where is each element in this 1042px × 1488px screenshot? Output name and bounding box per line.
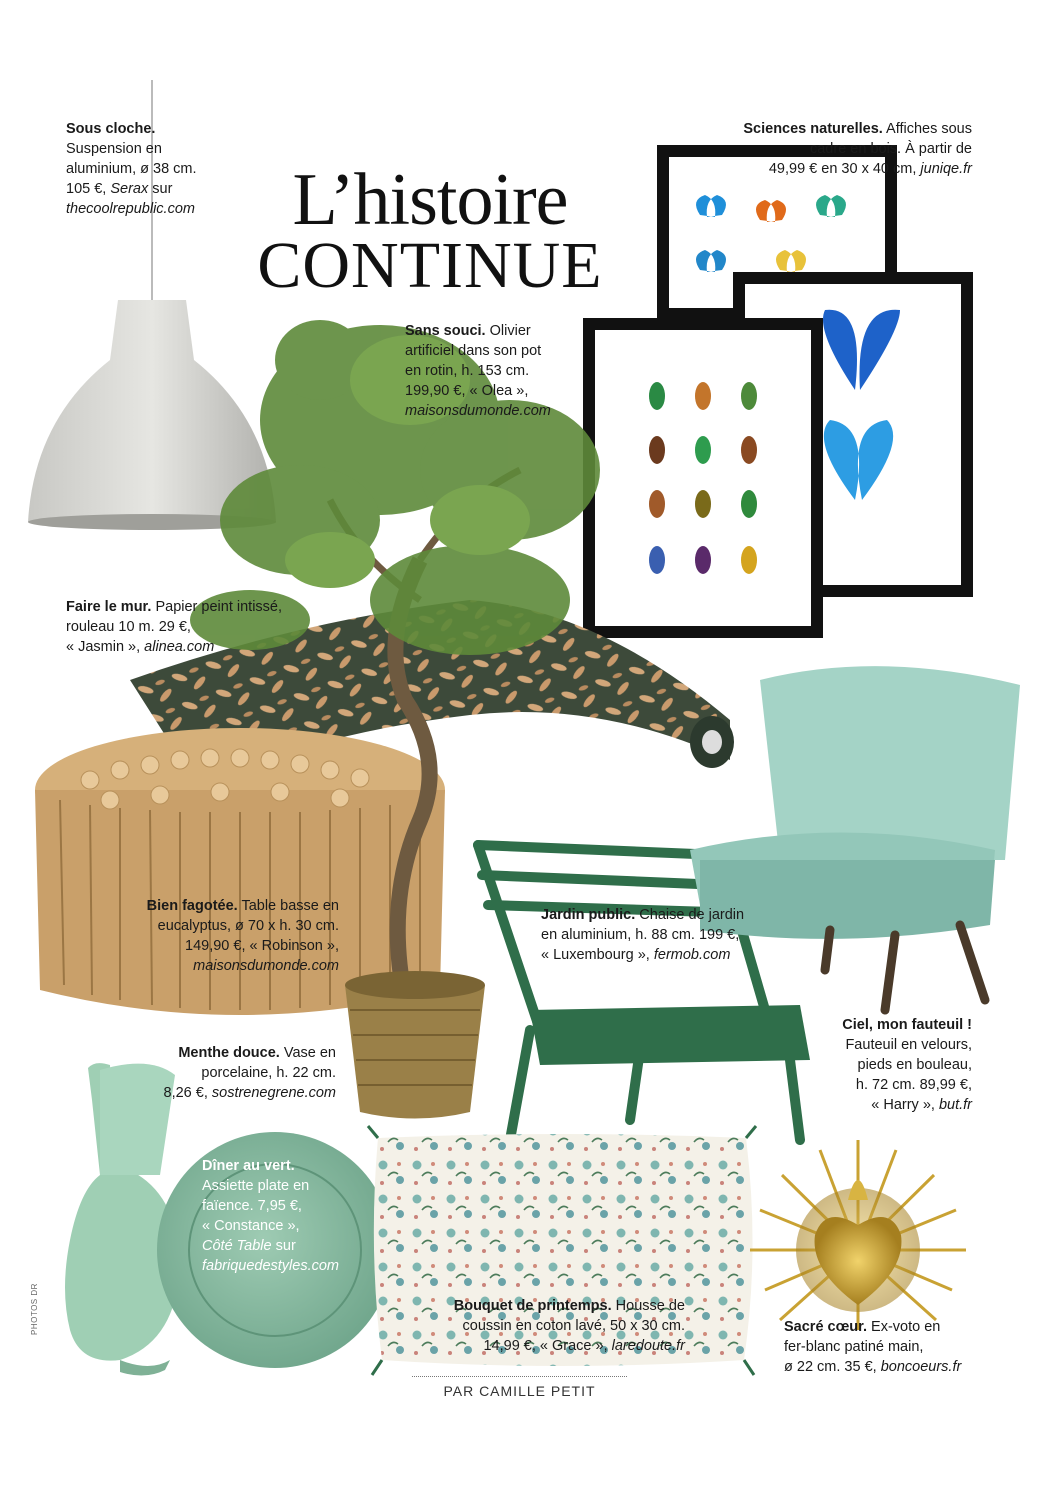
caption-link[interactable]: laredoute.fr xyxy=(611,1338,685,1354)
caption-line: ø 22 cm. 35 €, xyxy=(784,1359,881,1375)
caption-link[interactable]: thecoolrepublic.com xyxy=(66,201,195,217)
caption-link[interactable]: boncoeurs.fr xyxy=(880,1359,962,1375)
caption-line: sur xyxy=(148,181,173,197)
caption-plate xyxy=(202,1156,339,1276)
caption-cushion-name: Bouquet de printemps. xyxy=(453,1298,612,1314)
caption-line: pieds en bouleau, xyxy=(857,1057,972,1073)
caption-wallpaper-name: Faire le mur. xyxy=(66,599,152,615)
caption-cushion xyxy=(454,1296,685,1356)
caption-line: porcelaine, h. 22 cm. xyxy=(201,1065,336,1081)
caption-line: 149,90 €, « Robinson », xyxy=(185,938,339,954)
caption-olive-name: Sans souci. xyxy=(405,323,486,339)
caption-line: Fauteuil en velours, xyxy=(845,1037,972,1053)
caption-line: Housse de xyxy=(611,1298,685,1314)
caption-exvoto xyxy=(784,1317,961,1377)
caption-line: Affiches sous xyxy=(882,121,972,137)
caption-line: Table basse en xyxy=(237,898,339,914)
caption-line: 199,90 €, « Olea », xyxy=(405,383,529,399)
title-line-1: L’histoire xyxy=(292,159,568,241)
caption-exvoto-name: Sacré cœur. xyxy=(784,1319,868,1335)
title-line-2: CONTINUE xyxy=(257,229,603,302)
caption-line: aluminium, ø 38 cm. xyxy=(66,161,197,177)
caption-table xyxy=(147,896,339,976)
caption-line: coussin en coton lavé, 50 x 30 cm. xyxy=(462,1318,685,1334)
caption-lamp-name: Sous cloche. xyxy=(66,121,156,137)
caption-posters xyxy=(743,119,972,179)
caption-link[interactable]: but.fr xyxy=(938,1097,972,1113)
caption-link[interactable]: maisonsdumonde.com xyxy=(405,403,551,419)
caption-armchair-name: Ciel, mon fauteuil ! xyxy=(842,1017,972,1033)
caption-line: 14,99 €, « Grace », xyxy=(483,1338,612,1354)
caption-lamp xyxy=(66,119,197,219)
caption-posters-name: Sciences naturelles. xyxy=(743,121,883,137)
caption-line: fer-blanc patiné main, xyxy=(784,1339,924,1355)
caption-vase xyxy=(164,1043,337,1103)
caption-chair xyxy=(541,905,744,965)
caption-line: rouleau 10 m. 29 €, xyxy=(66,619,191,635)
caption-line: Assiette plate en xyxy=(202,1178,310,1194)
caption-link[interactable]: fermob.com xyxy=(653,947,731,963)
caption-line: 49,99 € en 30 x 40 cm, xyxy=(768,161,921,177)
caption-line: en aluminium, h. 88 cm. 199 €, xyxy=(541,927,740,943)
caption-plate-name: Dîner au vert. xyxy=(202,1158,295,1174)
caption-line: 8,26 €, xyxy=(163,1085,212,1101)
byline: PAR CAMILLE PETIT xyxy=(412,1376,627,1399)
caption-link[interactable]: fabriquedestyles.com xyxy=(202,1258,340,1274)
page-title xyxy=(245,159,615,302)
caption-armchair xyxy=(842,1015,972,1115)
caption-line: sur xyxy=(271,1238,296,1254)
caption-line: Papier peint intissé, xyxy=(151,599,283,615)
caption-line: faïence. 7,95 €, xyxy=(202,1198,302,1214)
caption-chair-name: Jardin public. xyxy=(541,907,636,923)
caption-line: « Harry », xyxy=(871,1097,939,1113)
caption-table-name: Bien fagotée. xyxy=(146,898,238,914)
caption-line: en rotin, h. 153 cm. xyxy=(405,363,530,379)
caption-line: eucalyptus, ø 70 x h. 30 cm. xyxy=(157,918,339,934)
caption-wallpaper xyxy=(66,597,282,657)
caption-line: cadre en bois. À partir de xyxy=(809,141,972,157)
caption-line: Suspension en xyxy=(66,141,162,157)
caption-line: Ex-voto en xyxy=(867,1319,941,1335)
caption-line: Chaise de jardin xyxy=(635,907,745,923)
caption-brand: Côté Table xyxy=(202,1238,272,1254)
caption-brand: Serax xyxy=(110,181,149,197)
caption-link[interactable]: sostrenegrene.com xyxy=(211,1085,336,1101)
caption-vase-name: Menthe douce. xyxy=(178,1045,280,1061)
caption-line: « Luxembourg », xyxy=(541,947,654,963)
photo-credit: PHOTOS DR xyxy=(30,1283,39,1335)
caption-line: h. 72 cm. 89,99 €, xyxy=(855,1077,972,1093)
caption-line: Olivier xyxy=(485,323,531,339)
caption-link[interactable]: maisonsdumonde.com xyxy=(193,958,339,974)
caption-link[interactable]: juniqe.fr xyxy=(920,161,972,177)
caption-line: « Jasmin », xyxy=(66,639,145,655)
caption-link[interactable]: alinea.com xyxy=(144,639,215,655)
caption-line: 105 €, xyxy=(66,181,111,197)
caption-line: artificiel dans son pot xyxy=(405,343,542,359)
caption-line: « Constance », xyxy=(202,1218,300,1234)
caption-olive xyxy=(405,321,551,421)
caption-line: Vase en xyxy=(279,1045,336,1061)
